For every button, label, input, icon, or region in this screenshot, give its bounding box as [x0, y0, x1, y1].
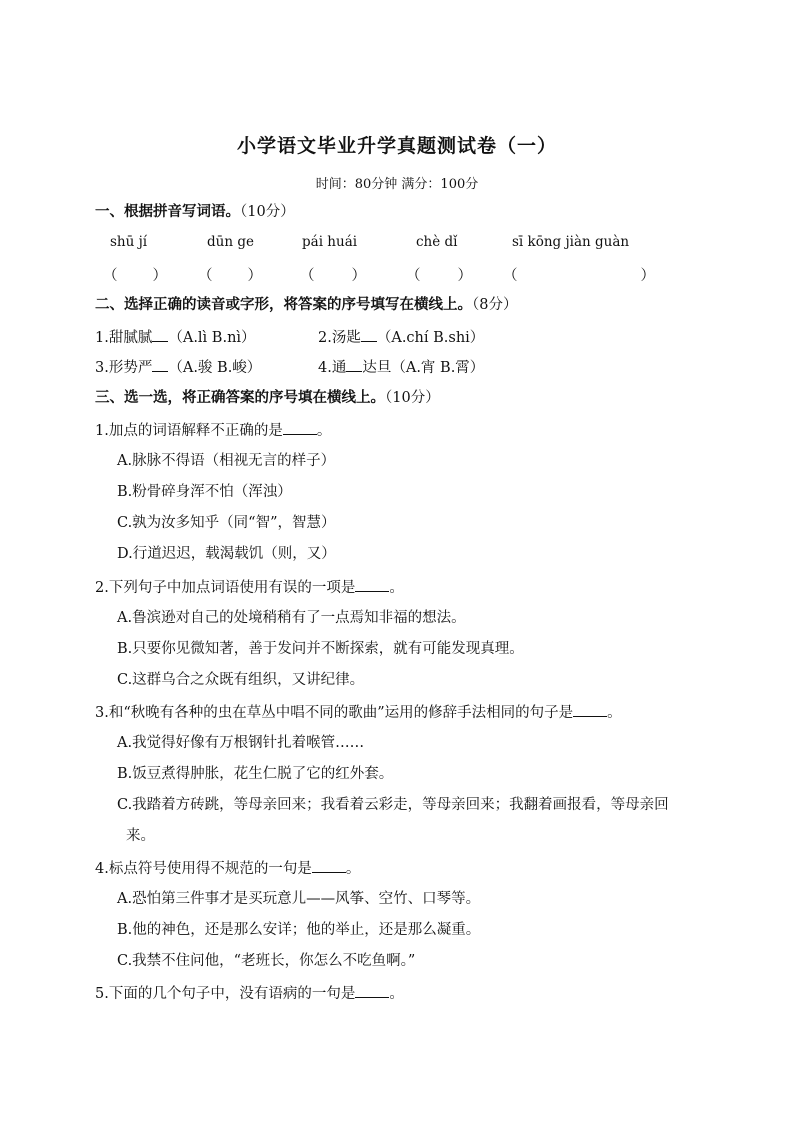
section-2-item-2	[318, 327, 484, 348]
item-3-word: 3.形势严	[95, 360, 153, 376]
q1-option-d: D.行道迟迟，载渴载饥（则，又）	[117, 546, 336, 562]
q4-option-c: C.我禁不住问他，“老班长，你怎么不吃鱼啊。”	[117, 953, 416, 969]
section-2-heading	[95, 295, 517, 315]
item-2-choices: （A.chí B.shi）	[376, 330, 485, 346]
q1-option-c: C.孰为汝多知乎（同“智”，智慧）	[117, 515, 336, 531]
q3-option-b: B.饭豆煮得肿胀，花生仁脱了它的红外套。	[117, 766, 394, 782]
answer-blank[interactable]	[312, 858, 346, 873]
answer-box-2[interactable]: （ ）	[198, 268, 262, 284]
section-1-score: （10分）	[240, 204, 295, 220]
question-1-stem: 1.加点的词语解释不正确的是	[95, 423, 283, 439]
q4-option-a: A.恐怕第三件事才是买玩意儿——风筝、空竹、口琴等。	[117, 891, 481, 907]
pinyin-2: dūn ge	[207, 234, 254, 250]
pinyin-4: chè dǐ	[416, 234, 458, 250]
question-3-end: 。	[607, 705, 622, 721]
answer-box-3[interactable]: （ ）	[300, 268, 366, 284]
answer-blank[interactable]	[346, 357, 362, 372]
question-5-end: 。	[389, 986, 404, 1002]
question-4-stem: 4.标点符号使用得不规范的一句是	[95, 861, 312, 877]
section-3-title: 三、选一选，将正确答案的序号填在横线上。	[95, 389, 385, 406]
item-4-word: 4.通	[318, 360, 347, 376]
q1-option-a: A.脉脉不得语（相视无言的样子）	[117, 453, 336, 469]
question-1	[95, 420, 331, 441]
answer-blank[interactable]	[355, 983, 389, 998]
answer-box-1[interactable]: （ ）	[103, 268, 167, 284]
question-1-end: 。	[316, 423, 332, 439]
q3-option-c-continued: 来。	[126, 828, 155, 844]
question-5	[95, 983, 404, 1004]
item-1-choices: （A.lì B.nì）	[168, 330, 256, 346]
answer-blank[interactable]	[152, 327, 168, 342]
question-4	[95, 858, 360, 879]
section-2-item-1	[95, 327, 256, 348]
exam-time-score: 时间：80分钟 满分：100分	[315, 177, 479, 192]
q4-option-b: B.他的神色，还是那么安详；他的举止，还是那么凝重。	[117, 922, 481, 938]
q2-option-b: B.只要你见微知著，善于发问并不断探索，就有可能发现真理。	[117, 641, 524, 657]
question-3-stem: 3.和“秋晚有各种的虫在草丛中唱不同的歌曲”运用的修辞手法相同的句子是	[95, 705, 574, 721]
question-2	[95, 577, 404, 598]
page-title: 小学语文毕业升学真题测试卷（一）	[236, 135, 557, 157]
answer-blank[interactable]	[573, 702, 607, 717]
answer-blank[interactable]	[283, 420, 317, 435]
item-3-choices: （A.骏 B.峻）	[168, 360, 262, 376]
item-1-word: 1.甜腻腻	[95, 330, 153, 346]
answer-box-5[interactable]: （ ）	[503, 268, 655, 284]
section-3-score: （10分）	[385, 390, 440, 406]
q2-option-c: C.这群乌合之众既有组织，又讲纪律。	[117, 672, 365, 688]
answer-blank[interactable]	[355, 577, 389, 592]
question-2-end: 。	[389, 580, 404, 596]
section-2-item-3	[95, 357, 261, 378]
section-2-score: （8分）	[472, 297, 518, 313]
section-2-item-4	[318, 357, 484, 378]
item-4-choices: 达旦（A.宵 B.霄）	[362, 360, 485, 376]
question-2-stem: 2.下列句子中加点词语使用有误的一项是	[95, 580, 356, 596]
section-1-heading	[95, 202, 295, 222]
q2-option-a: A.鲁滨逊对自己的处境稍稍有了一点焉知非福的想法。	[117, 610, 466, 626]
question-3	[95, 702, 622, 723]
answer-blank[interactable]	[152, 357, 168, 372]
q1-option-b: B.粉骨碎身浑不怕（浑浊）	[117, 484, 292, 500]
q3-option-c: C.我踏着方砖跳，等母亲回来；我看着云彩走，等母亲回来；我翻着画报看，等母亲回	[117, 797, 669, 813]
question-4-end: 。	[345, 861, 361, 877]
answer-blank[interactable]	[361, 327, 377, 342]
answer-box-4[interactable]: （ ）	[406, 268, 472, 284]
item-2-word: 2.汤匙	[318, 330, 361, 346]
pinyin-5: sī kōng jiàn guàn	[512, 234, 630, 250]
section-1-title: 一、根据拼音写词语。	[95, 203, 240, 220]
q3-option-a: A.我觉得好像有万根钢针扎着喉管……	[117, 735, 365, 751]
question-5-stem: 5.下面的几个句子中，没有语病的一句是	[95, 986, 356, 1002]
pinyin-3: pái huái	[302, 234, 358, 250]
section-3-heading	[95, 388, 440, 408]
section-2-title: 二、选择正确的读音或字形，将答案的序号填写在横线上。	[95, 296, 472, 313]
pinyin-1: shū jí	[110, 234, 148, 250]
